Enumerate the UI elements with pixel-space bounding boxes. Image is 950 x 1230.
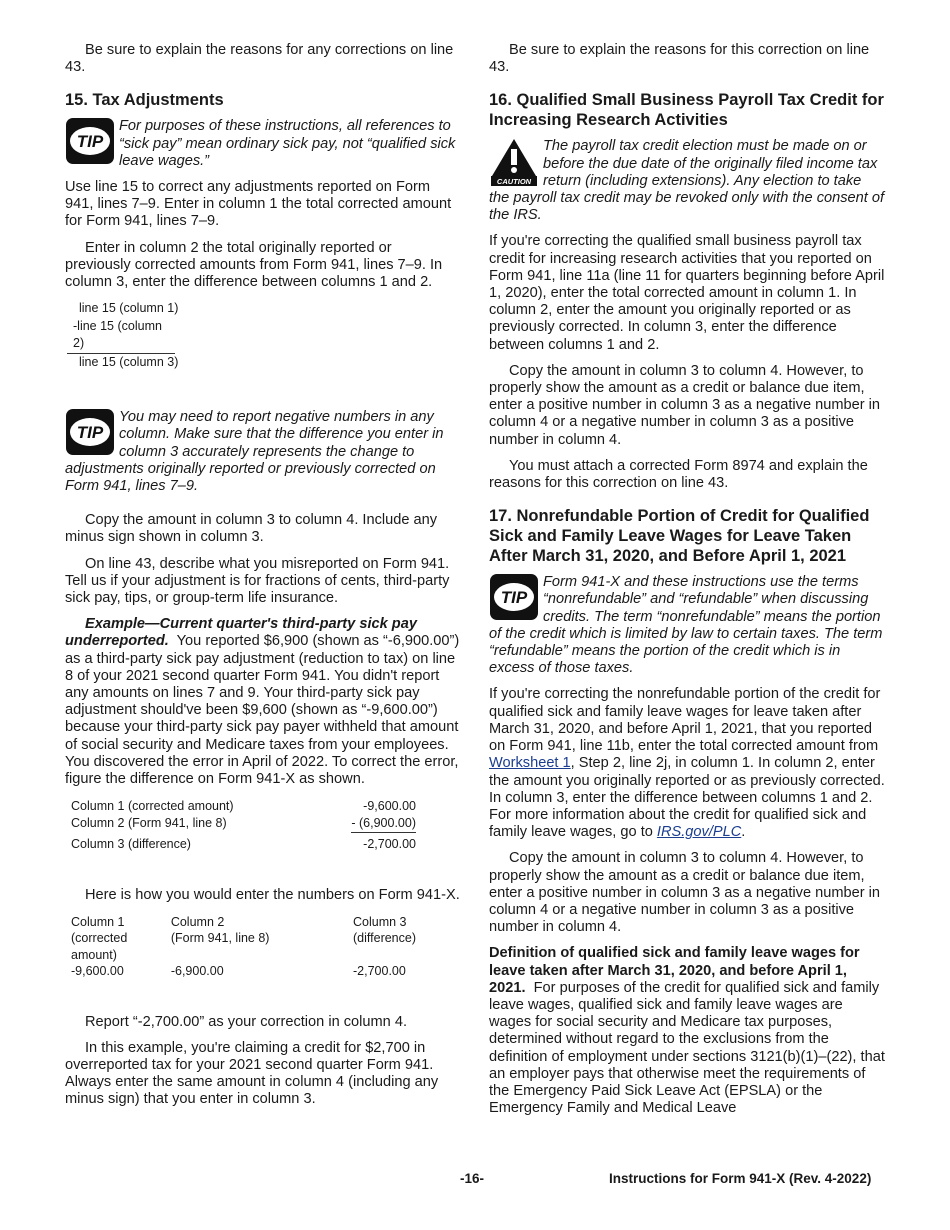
table-header: Column 3: [353, 914, 407, 929]
section-16-heading: 16. Qualified Small Business Payroll Tax Credit for Increasing Research Activities: [489, 91, 884, 130]
table-row: [71, 930, 416, 963]
example-title: Example—Current quarter's third-party sick pay underreported.: [65, 616, 417, 650]
caution-note: [489, 138, 885, 224]
table-cell-value: -9,600.00: [363, 799, 416, 814]
section-17-heading: 17. Nonrefundable Portion of Credit for Qualified Sick and Family Leave Wages for Leave Taken After March 31, 2020, and Before April 1, 2021: [489, 507, 870, 566]
definition-body: For purposes of the credit for qualified sick and family leave wages, qualified sick and family leave wages are wages for social security and Medicare tax purposes, determined without regard to the exclusions from the definition of employment under sections 3121(b)(1)–(22), that an employer pays that otherwise meet the requirements of the Emergency Paid Sick Leave Act (EPSLA) or the Emergency Family and Medical Leave: [489, 979, 885, 1117]
tip-2-text: You may need to report negative numbers in any column. Make sure that the difference you enter in column 3 accurately represents the change to adjustments originally reported or previously corrected on Form 941, lines 7–9.: [65, 409, 444, 495]
tip-3-text: Form 941-X and these instructions use the terms “nonrefundable” and “refundable” when discussing credits. The term “nonrefundable” means the portion of the credit which is limited by law to certain taxes. The term “refundable” means the portion of the credit which is in excess of those taxes.: [489, 574, 883, 677]
tip-icon: [489, 574, 539, 620]
table-cell-value: -2,700.00: [363, 837, 416, 852]
form-entry-table: [71, 914, 416, 980]
caution-icon: [489, 138, 539, 187]
table-cell: (corrected amount): [71, 931, 128, 962]
right-intro: Be sure to explain the reasons for this correction on line 43.: [489, 42, 870, 76]
tip-note-2: [65, 409, 460, 495]
worksheet-1-link[interactable]: Worksheet 1: [489, 755, 571, 772]
tip-icon: [65, 409, 115, 455]
para-17a: [489, 686, 885, 841]
calc-line-3: line 15 (column 3): [79, 354, 179, 369]
table-row: [71, 815, 416, 833]
para-claim: In this example, you're claiming a credit for $2,700 in overreported tax for your 2021 second quarter Form 941. Always enter the same amount in column 4 (including any minus sign) that you enter in column 3.: [65, 1039, 439, 1108]
table-header: Column 1: [71, 914, 125, 929]
para-16b: Copy the amount in column 3 to column 4. However, to properly show the amount as a credit or balance due item, enter a positive number in column 3 as a negative number in column 4 or a negative number in column 3 as a positive number in column 4.: [489, 362, 881, 448]
table-row: [71, 798, 416, 815]
table-header: Column 2: [170, 914, 225, 929]
example-body: You reported $6,900 (shown as “-6,900.00”) as a third-party sick pay adjustment (reduction to tax) on line 8 of your 2021 second quarter Form 941. You didn't report any amounts on lines 7 and 9. Your third-party sick pay adjustment should've been $9,600 (shown as “-9,600.00”) because your third-party sick pay payer withheld that amount of social security and Medicare taxes from your employees. You discovered the error in April of 2022. To correct the error, figure the difference on Form 941-X as shown.: [65, 633, 460, 788]
table-cell-value: - (6,900.00): [351, 815, 416, 833]
table-cell: -2,700.00: [353, 964, 406, 978]
para-report: Report “-2,700.00” as your correction in column 4.: [85, 1013, 408, 1030]
table-cell: (difference): [353, 931, 416, 945]
tip-1-text: For purposes of these instructions, all references to “sick pay” mean ordinary sick pay, not “qualified sick leave wages.”: [119, 118, 456, 169]
definition-paragraph: [489, 945, 885, 1117]
table-header-row: [71, 914, 416, 931]
para-15d: On line 43, describe what you misreported on Form 941. Tell us if your adjustment is for fractions of cents, third-party sick pay, tips, or group-term life insurance.: [65, 555, 450, 607]
table-cell-label: Column 1 (corrected amount): [71, 799, 234, 814]
para-15c: Copy the amount in column 3 to column 4. Include any minus sign shown in column 3.: [65, 512, 438, 546]
para-here: Here is how you would enter the numbers on Form 941-X.: [85, 887, 460, 904]
table-cell: -9,600.00: [71, 964, 124, 978]
page-number: -16-: [460, 1171, 485, 1186]
table-row: [71, 833, 416, 853]
para-15a: Use line 15 to correct any adjustments reported on Form 941, lines 7–9. Enter in column 1 the total corrected amount for Form 941, lines 7–9.: [65, 179, 452, 230]
tip-note-3: [489, 574, 885, 677]
calc-line-1: line 15 (column 1): [79, 301, 179, 316]
caution-icon-label: CAUTION: [496, 177, 532, 187]
right-column: [489, 42, 885, 1126]
section-15-heading: 15. Tax Adjustments: [65, 91, 224, 110]
para-17a-text-2: , Step 2, line 2j, in column 1. In column 2, enter the amount you originally reported or as previously corrected. In column 3, enter the difference between columns 1 and 2. For more information about the credit for qualified sick and family leave wages, go to: [489, 755, 885, 841]
line15-calculation: [73, 300, 460, 371]
definition-title: Definition of qualified sick and family leave wages for leave taken after March 31, 2020, and before April 1, 2021.: [489, 945, 860, 996]
tip-note-1: [65, 118, 460, 170]
left-column: [65, 42, 460, 1118]
table-cell: (Form 941, line 8): [170, 931, 270, 945]
para-17a-text: If you're correcting the nonrefundable portion of the credit for qualified sick and family leave wages for leave taken after March 31, 2020, and before April 1, 2021, that you reported on Form 941, line 11b, enter the total corrected amount from: [489, 686, 881, 755]
para-16c: You must attach a corrected Form 8974 and explain the reasons for this correction on line 43.: [489, 457, 868, 492]
para-17b: Copy the amount in column 3 to column 4. However, to properly show the amount as a credit or balance due item, enter a positive number in column 3 as a negative number in column 4 or a negative number in column 3 as a positive number in column 4.: [489, 850, 881, 936]
tip-icon: [65, 118, 115, 164]
tip-icon-label: TIP: [500, 588, 528, 608]
caution-text: The payroll tax credit election must be made on or before the due date of the originally filed income tax return (including extensions). Any election to take the payroll tax credit may be revoked only with the consent of the IRS.: [489, 138, 885, 224]
calc-line-2: -line 15 (column 2): [67, 318, 175, 354]
left-intro: Be sure to explain the reasons for any corrections on line 43.: [65, 42, 454, 76]
example-paragraph: [65, 616, 460, 788]
tip-icon-label: TIP: [76, 132, 104, 152]
difference-table: [71, 798, 416, 853]
table-cell-label: Column 2 (Form 941, line 8): [71, 816, 227, 831]
para-17a-end: .: [741, 824, 746, 841]
irs-plc-link[interactable]: IRS.gov/PLC: [656, 824, 742, 841]
tip-icon-label: TIP: [76, 423, 104, 443]
footer-doc-title: Instructions for Form 941-X (Rev. 4-2022): [609, 1171, 872, 1186]
para-15b: Enter in column 2 the total originally reported or previously corrected amounts from Form 941, lines 7–9. In column 3, enter the difference between columns 1 and 2.: [65, 239, 443, 291]
table-cell: -6,900.00: [170, 964, 224, 978]
para-16a: If you're correcting the qualified small business payroll tax credit for increasing research activities that you reported on Form 941, line 11a (line 11 for quarters beginning before April 1, 2020), enter the total corrected amount in column 1. In column 2, enter the amount you originally reported or as previously corrected. In column 3, enter the difference between columns 1 and 2.: [489, 233, 885, 353]
table-row: [71, 963, 416, 980]
table-cell-label: Column 3 (difference): [71, 837, 191, 852]
